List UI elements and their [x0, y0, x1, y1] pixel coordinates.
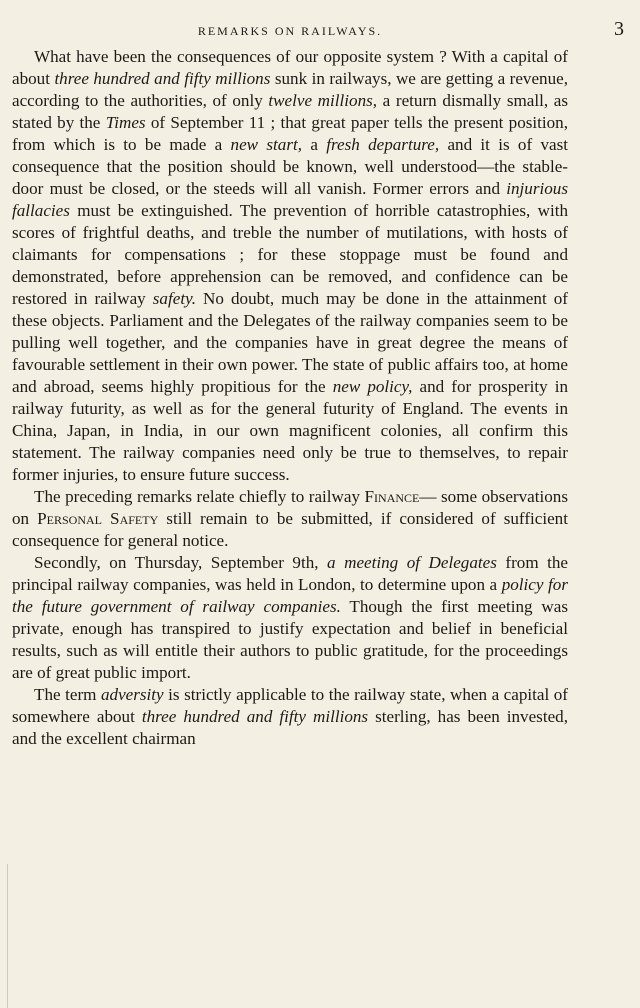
p1-italic-times: Times: [105, 113, 146, 132]
p3-italic-meeting: a meeting of Delegates: [327, 553, 497, 572]
p1-text-6: and it is of vast consequence that the position should be known, well understood—the stable-door must be closed, or the steeds will all vanish. Former errors and: [12, 135, 568, 198]
p4-text-1: The term: [34, 685, 101, 704]
p2-text-1: The preceding remarks relate chiefly to railway: [34, 487, 365, 506]
p2-text-2: — some observations on: [12, 487, 568, 528]
paragraph-delegates: [12, 552, 568, 684]
p4-text-2: is strictly applicable to the railway state, when a capital of somewhere about: [12, 685, 569, 726]
p1-text-1: What have been the consequences of our opposite system ? With a capital of about: [12, 47, 568, 88]
running-title: REMARKS ON RAILWAYS.: [197, 24, 383, 38]
p1-italic-capital: three hundred and fifty millions: [54, 69, 271, 88]
p1-italic-safety: safety.: [152, 289, 196, 308]
p1-text-5: a: [302, 135, 327, 154]
p1-text-9: and for prosperity in railway futurity, as well as for the general futurity of England. The events in China, Japan, in India, in our own magnificent colonies, all confirm this statement. The railway companies need only be true to themselves, to repair former injuries, to ensure future success.: [12, 377, 569, 484]
p3-text-1: Secondly, on Thursday, September 9th,: [34, 553, 328, 572]
p2-smallcaps-finance: Finance: [364, 487, 420, 506]
p1-text-8: No doubt, much may be done in the attainment of these objects. Parliament and the Delegates of the railway companies seem to be pulling well together, and the companies have in great degree the means of favourable settlement in their own power. The state of public affairs too, at home and abroad, seems highly propitious for the: [12, 289, 568, 396]
p4-text-3: sterling, has been invested, and the excellent chairman: [12, 707, 568, 748]
p1-italic-new-policy: new policy,: [332, 377, 413, 396]
page-number: 3: [614, 18, 624, 40]
p1-text-4: of September 11 ; that great paper tells the present position, from which is to be made a: [12, 113, 569, 154]
paragraph-finance: [12, 486, 568, 552]
p3-italic-policy: policy for the future government of railway companies.: [12, 575, 568, 616]
p1-italic-fallacies: injurious fallacies: [12, 179, 568, 220]
p1-text-7: must be extinguished. The prevention of horrible catastrophies, with scores of frightful deaths, and treble the number of mutilations, with hosts of claimants for compensations ; for these stoppage must be found and demonstrated, before apprehension can be removed, and confidence can be restored in railway: [12, 201, 568, 308]
p1-text-2: sunk in railways, we are getting a revenue, according to the authorities, of only: [12, 69, 568, 110]
p3-text-2: from the principal railway companies, was held in London, to determine upon a: [12, 553, 568, 594]
p4-italic-adversity: adversity: [100, 685, 164, 704]
paragraph-consequences: [12, 46, 568, 486]
p1-italic-revenue: twelve millions,: [268, 91, 378, 110]
p2-text-3: still remain to be submitted, if considered of sufficient consequence for general notice.: [12, 509, 568, 550]
p3-text-3: Though the first meeting was private, enough has transpired to justify expectation and belief in beneficial results, such as will entitle their authors to public gratitude, for the proceedings are of great public import.: [12, 597, 568, 682]
p1-italic-fresh-departure: fresh departure,: [326, 135, 440, 154]
binding-edge-mark: [7, 864, 8, 1008]
p2-smallcaps-personal-safety: Personal Safety: [37, 509, 159, 528]
p4-italic-capital: three hundred and fifty millions: [141, 707, 369, 726]
page-body: [12, 46, 568, 750]
p1-italic-new-start: new start,: [230, 135, 303, 154]
paragraph-adversity: [12, 684, 568, 750]
p1-text-3: a return dismally small, as stated by the: [12, 91, 568, 132]
running-head: [12, 18, 624, 46]
